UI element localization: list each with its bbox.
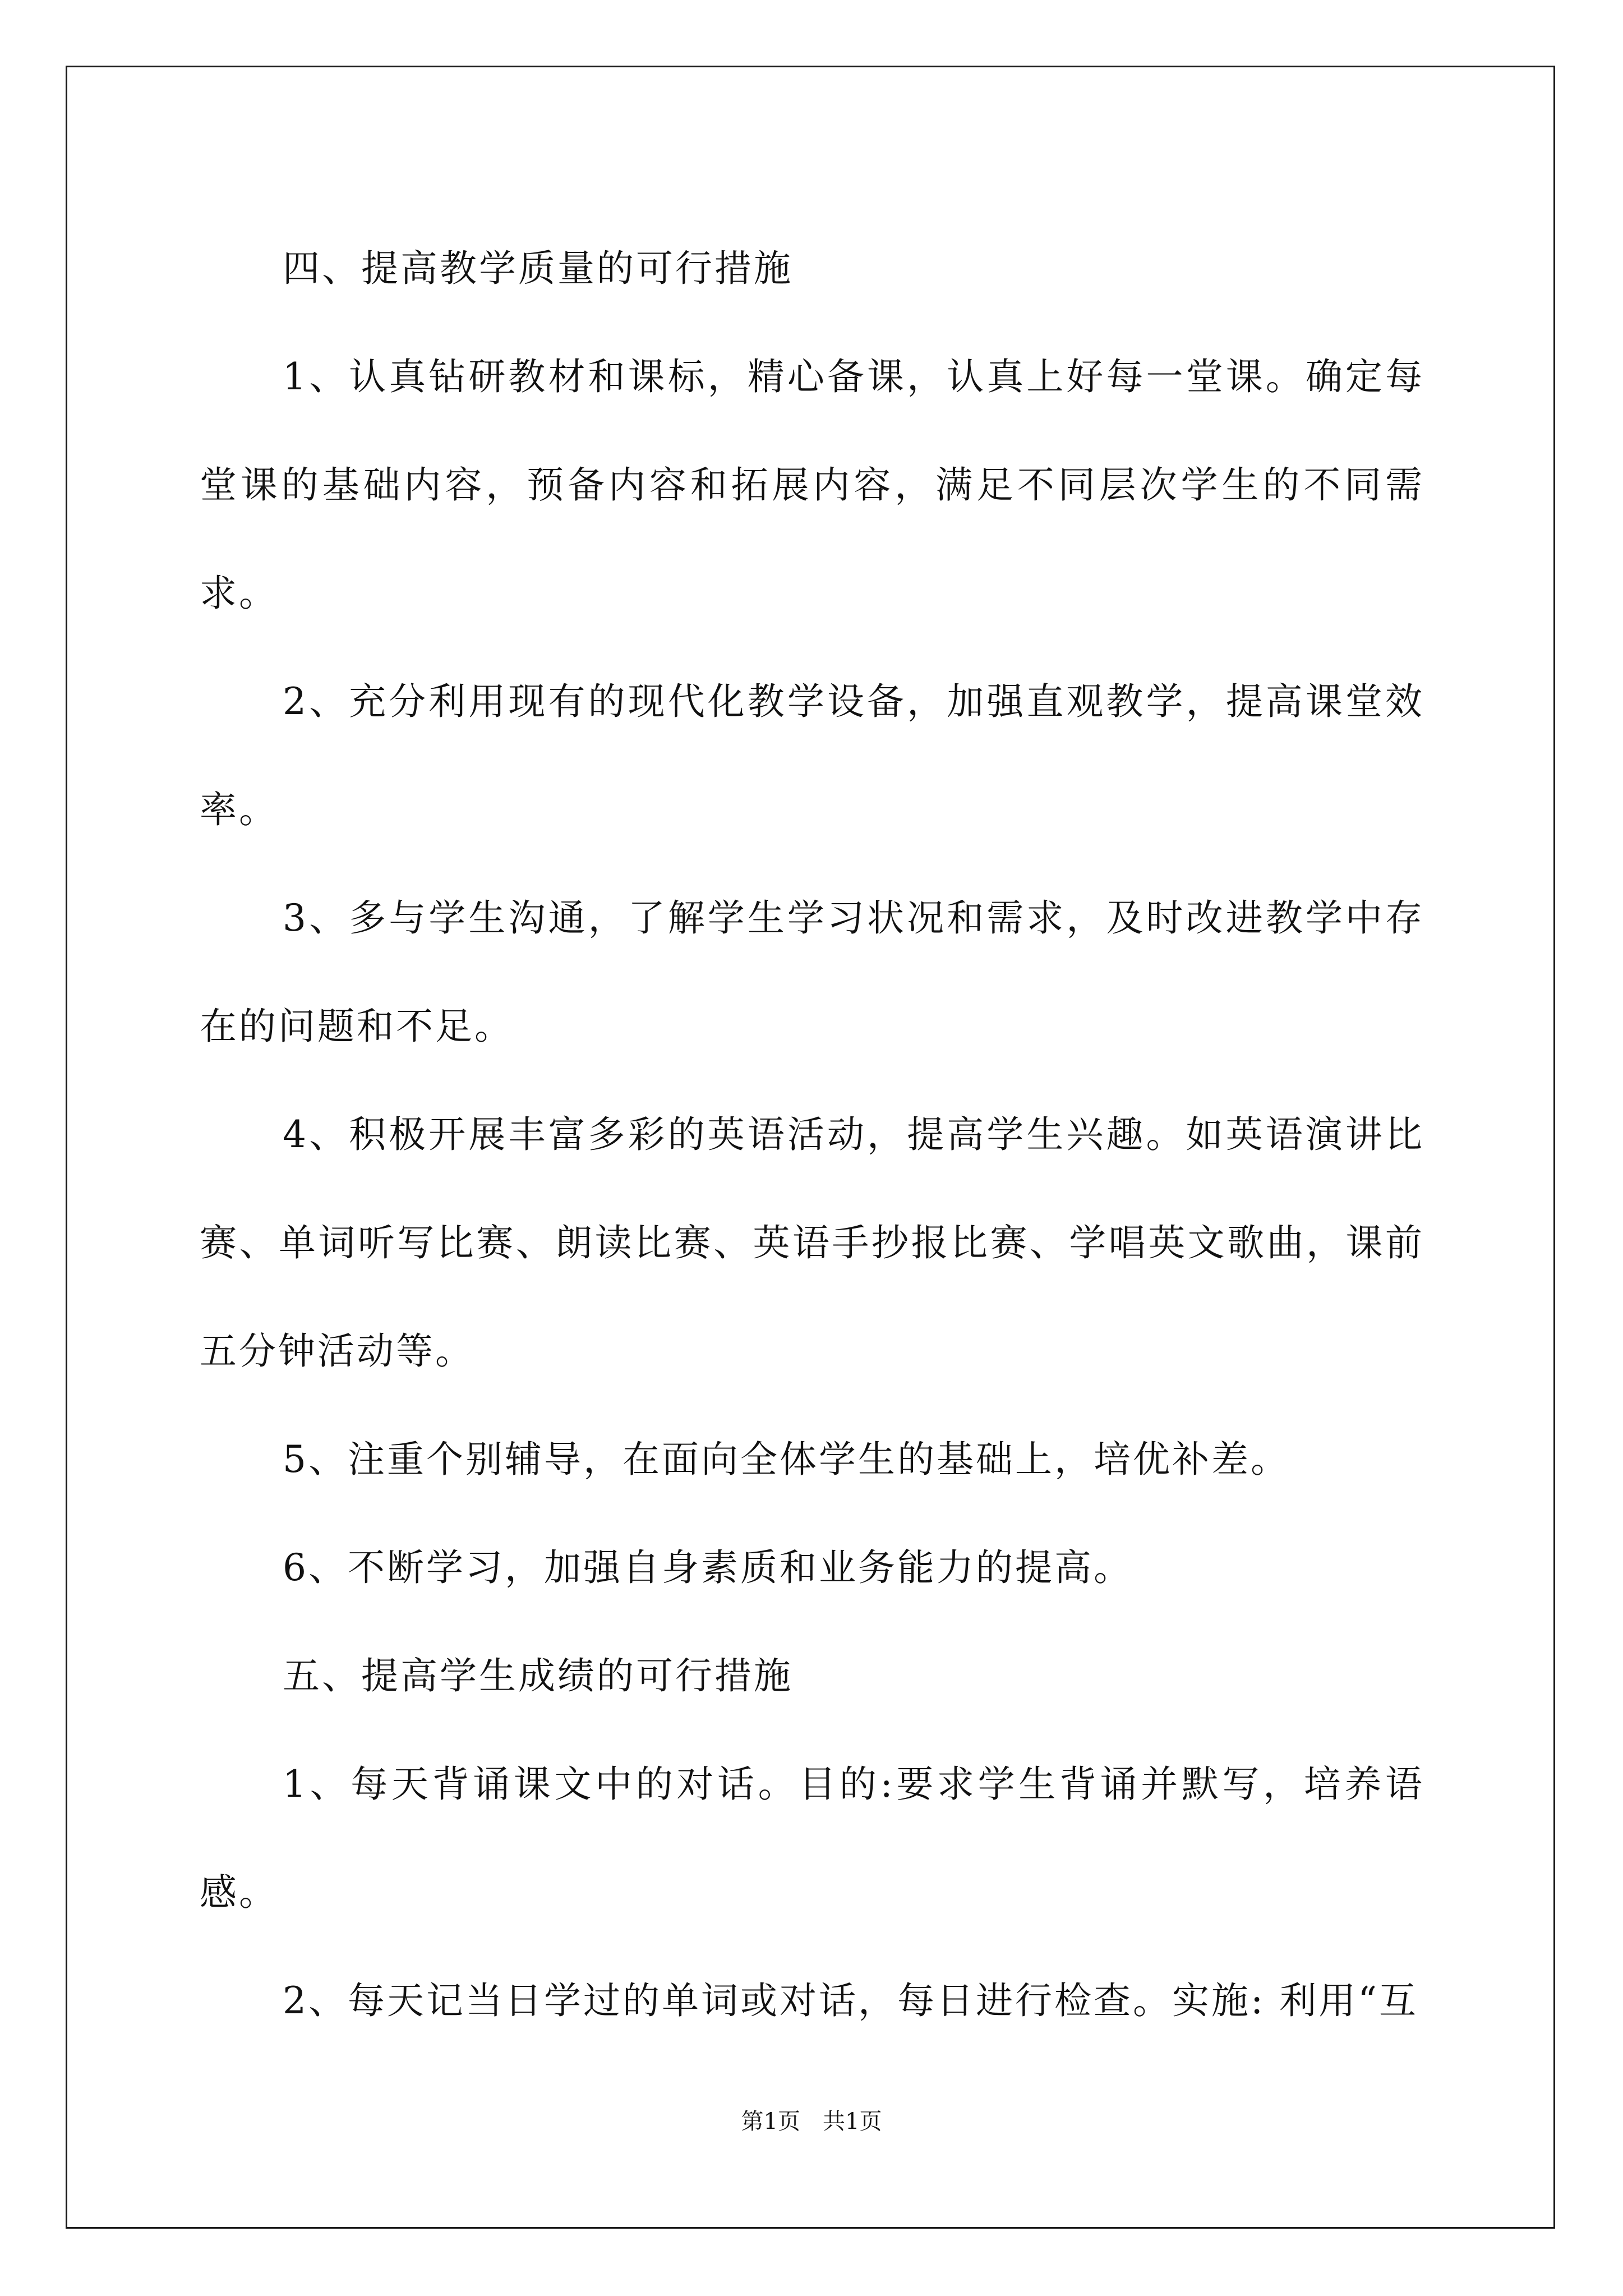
paragraph-item-3: 3、多与学生沟通，了解学生学习状况和需求，及时改进教学中存在的问题和不足。	[200, 896, 1424, 1048]
page-footer	[0, 2105, 1623, 2138]
page-number-current: 第1页	[741, 2109, 800, 2134]
paragraph-item-4: 4、积极开展丰富多彩的英语活动，提高学生兴趣。如英语演讲比赛、单词听写比赛、朗读比赛、英语手抄报比赛、学唱英文歌曲，课前五分钟活动等。	[200, 1113, 1424, 1373]
document-body	[200, 214, 1424, 2055]
section-heading-5: 五、提高学生成绩的可行措施	[283, 1654, 793, 1697]
paragraph-item-5: 5、注重个别辅导，在面向全体学生的基础上，培优补差。	[283, 1438, 1290, 1481]
paragraph-item-6: 6、不断学习，加强自身素质和业务能力的提高。	[283, 1546, 1133, 1589]
section-heading-4: 四、提高教学质量的可行措施	[283, 247, 793, 290]
paragraph-item-2: 2、充分利用现有的现代化教学设备，加强直观教学，提高课堂效率。	[200, 680, 1424, 831]
page-number-total: 共1页	[823, 2109, 882, 2134]
paragraph-item-1: 1、认真钻研教材和课标，精心备课，认真上好每一堂课。确定每堂课的基础内容，预备内容和拓展内容，满足不同层次学生的不同需求。	[200, 355, 1424, 615]
paragraph-item-5-1: 1、每天背诵课文中的对话。目的:要求学生背诵并默写，培养语感。	[200, 1763, 1424, 1914]
paragraph-item-5-2: 2、每天记当日学过的单词或对话，每日进行检查。实施: 利用“互	[283, 1979, 1418, 2022]
